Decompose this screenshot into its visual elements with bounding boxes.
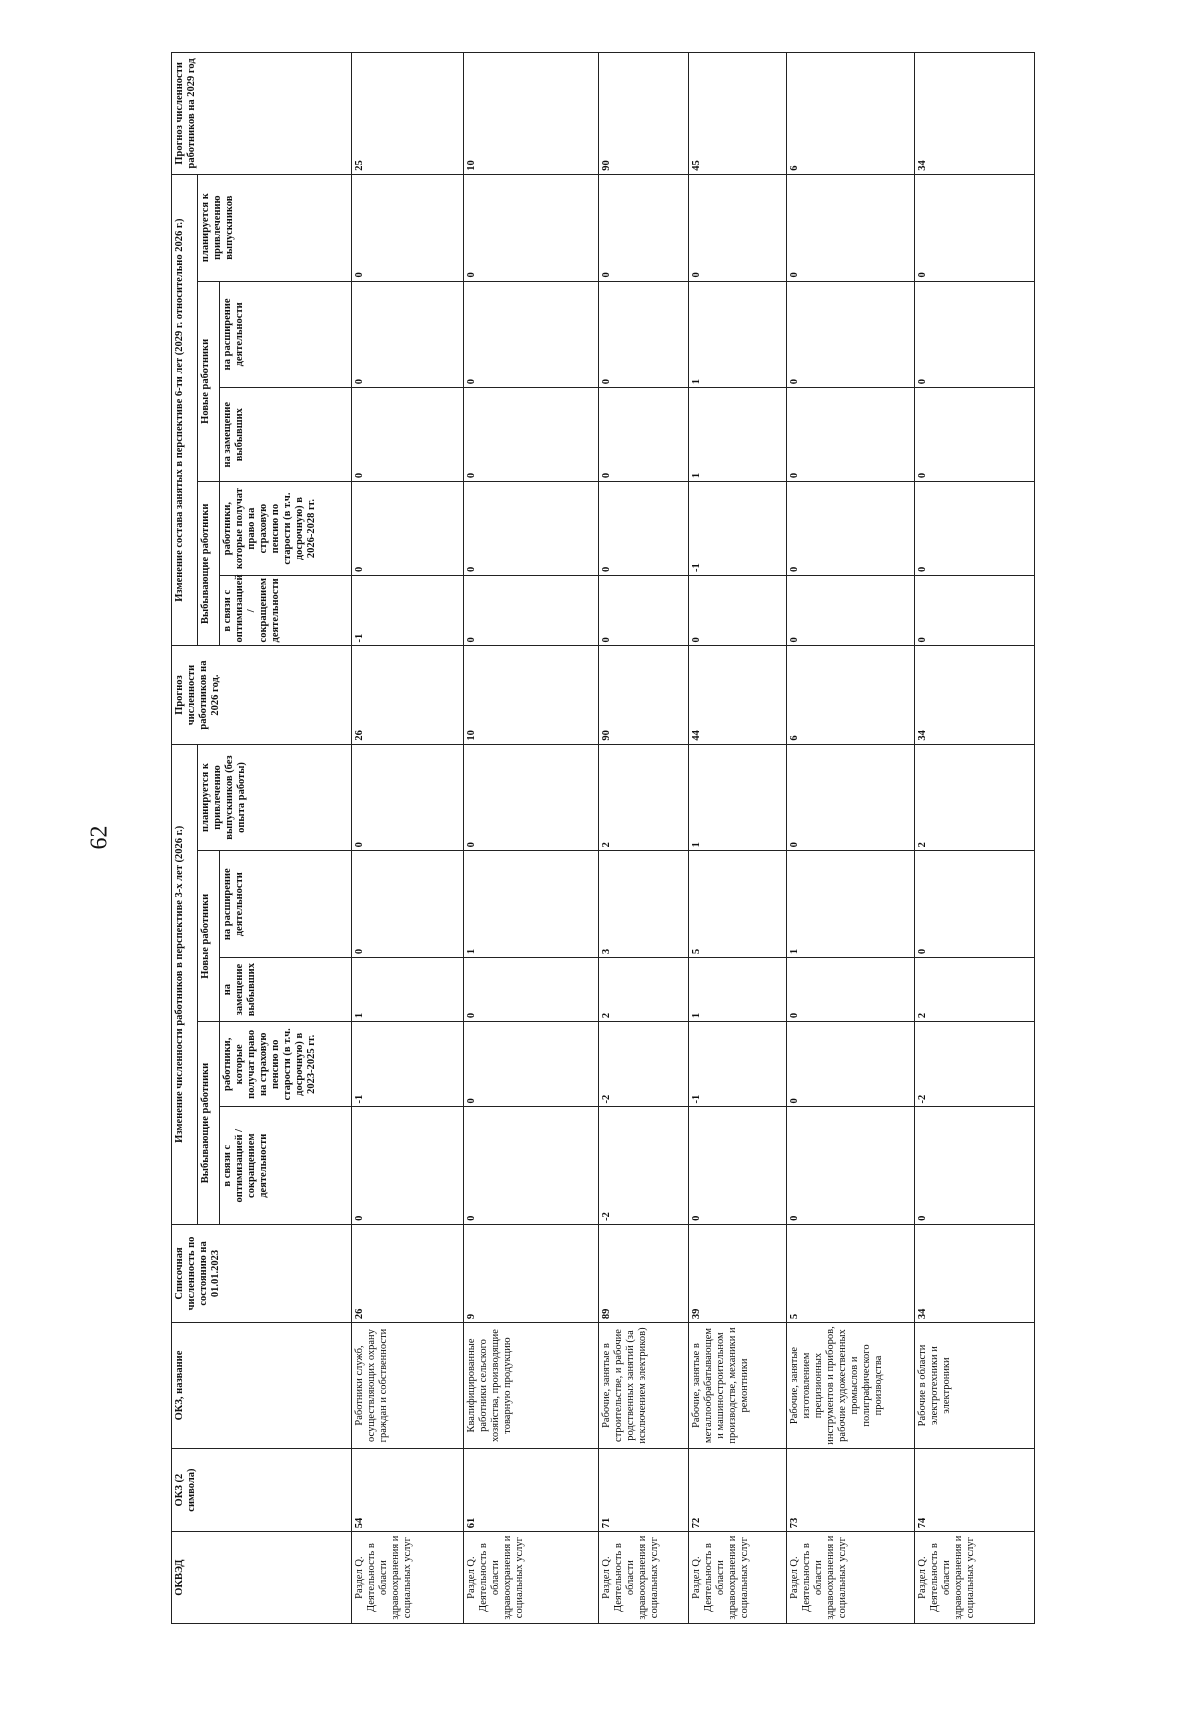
cell-okz-code: 73 — [787, 1448, 915, 1531]
cell-forecast-2029: 25 — [352, 53, 464, 175]
cell-retiring-3-pension: -1 — [352, 1022, 464, 1107]
cell-graduates-3: 0 — [464, 744, 599, 851]
cell-graduates-3: 0 — [352, 744, 464, 851]
cell-new-6-expand: 0 — [352, 281, 464, 388]
table-row — [787, 53, 915, 1624]
cell-retiring-3-optimization: -2 — [599, 1107, 689, 1224]
table-row — [352, 53, 464, 1624]
cell-headcount: 39 — [689, 1224, 787, 1322]
cell-retiring-3-pension: 0 — [787, 1022, 915, 1107]
cell-okved: Раздел Q. Деятельность в области здравоохранения и социальных услуг — [787, 1532, 915, 1624]
header-change-3-years: Изменение численности работников в перспективе 3-х лет (2026 г.) — [172, 744, 198, 1224]
cell-new-3-replace: 0 — [787, 958, 915, 1022]
cell-retiring-6-pension: 0 — [352, 482, 464, 576]
cell-headcount: 26 — [352, 1224, 464, 1322]
cell-forecast-2026: 10 — [464, 646, 599, 744]
header-forecast-2029: Прогноз численности работников на 2029 год — [172, 53, 352, 175]
cell-retiring-3-pension: 0 — [464, 1022, 599, 1107]
cell-okz-code: 54 — [352, 1448, 464, 1531]
header-okz-name: ОКЗ, название — [172, 1323, 352, 1449]
cell-new-6-expand: 1 — [689, 281, 787, 388]
cell-new-6-replace: 0 — [352, 388, 464, 482]
cell-graduates-6: 0 — [689, 174, 787, 281]
cell-okved: Раздел Q. Деятельность в области здравоохранения и социальных услуг — [689, 1532, 787, 1624]
cell-retiring-6-pension: 0 — [915, 482, 1035, 576]
cell-forecast-2026: 90 — [599, 646, 689, 744]
cell-new-3-expand: 1 — [464, 851, 599, 958]
cell-graduates-3: 2 — [915, 744, 1035, 851]
table-row — [599, 53, 689, 1624]
cell-forecast-2029: 10 — [464, 53, 599, 175]
cell-retiring-6-optimization: 0 — [599, 576, 689, 646]
cell-okz-name: Рабочие, занятые изготовлением прецизионных инструментов и приборов, рабочие художественных промыслов и полиграфического производства — [787, 1323, 915, 1449]
table-row — [915, 53, 1035, 1624]
cell-okved: Раздел Q. Деятельность в области здравоохранения и социальных услуг — [464, 1532, 599, 1624]
cell-new-3-expand: 3 — [599, 851, 689, 958]
header-retiring-3: Выбывающие работники — [198, 1022, 220, 1225]
cell-graduates-3: 1 — [689, 744, 787, 851]
cell-new-6-expand: 0 — [464, 281, 599, 388]
cell-new-3-expand: 5 — [689, 851, 787, 958]
cell-new-6-replace: 0 — [464, 388, 599, 482]
cell-headcount: 34 — [915, 1224, 1035, 1322]
cell-retiring-6-pension: 0 — [787, 482, 915, 576]
cell-retiring-6-optimization: -1 — [352, 576, 464, 646]
cell-forecast-2029: 34 — [915, 53, 1035, 175]
cell-new-3-expand: 0 — [915, 851, 1035, 958]
cell-forecast-2026: 26 — [352, 646, 464, 744]
cell-graduates-6: 0 — [915, 174, 1035, 281]
cell-retiring-3-optimization: 0 — [464, 1107, 599, 1224]
cell-new-3-replace: 2 — [915, 958, 1035, 1022]
cell-new-6-replace: 1 — [689, 388, 787, 482]
header-retiring-6-pension: работники, которые получат право на страховую пенсию по старости (в т.ч. досрочную) в 2026-2028 гг. — [220, 482, 352, 576]
cell-okved: Раздел Q. Деятельность в области здравоохранения и социальных услуг — [352, 1532, 464, 1624]
cell-forecast-2029: 6 — [787, 53, 915, 175]
cell-okz-code: 74 — [915, 1448, 1035, 1531]
cell-new-3-replace: 0 — [464, 958, 599, 1022]
cell-okz-name: Работники служб, осуществляющих охрану граждан и собственности — [352, 1323, 464, 1449]
cell-headcount: 9 — [464, 1224, 599, 1322]
header-new-3: Новые работники — [198, 851, 220, 1022]
cell-forecast-2026: 34 — [915, 646, 1035, 744]
cell-forecast-2029: 90 — [599, 53, 689, 175]
header-retiring-3-pension: работники, которые получат право на страховую пенсию по старости (в т.ч. досрочную) в 2023-2025 гг. — [220, 1022, 352, 1107]
cell-retiring-3-optimization: 0 — [787, 1107, 915, 1224]
cell-retiring-3-pension: -1 — [689, 1022, 787, 1107]
cell-okz-name: Рабочие в области электротехники и электроники — [915, 1323, 1035, 1449]
cell-retiring-6-pension: -1 — [689, 482, 787, 576]
cell-graduates-3: 0 — [787, 744, 915, 851]
table-row — [464, 53, 599, 1624]
cell-okz-code: 61 — [464, 1448, 599, 1531]
header-okz-code: ОКЗ (2 символа) — [172, 1448, 352, 1531]
cell-retiring-3-optimization: 0 — [915, 1107, 1035, 1224]
cell-retiring-3-pension: -2 — [915, 1022, 1035, 1107]
header-graduates-3: планируется к привлечению выпускников (без опыта работы) — [198, 744, 352, 851]
cell-okz-name: Рабочие, занятые в строительстве, и рабочие родственных занятий (за исключением электриков) — [599, 1323, 689, 1449]
header-retiring-6: Выбывающие работники — [198, 482, 220, 646]
cell-retiring-6-optimization: 0 — [915, 576, 1035, 646]
cell-graduates-3: 2 — [599, 744, 689, 851]
cell-okz-code: 72 — [689, 1448, 787, 1531]
cell-retiring-6-pension: 0 — [599, 482, 689, 576]
cell-retiring-3-pension: -2 — [599, 1022, 689, 1107]
header-headcount-2023: Списочная численность по состоянию на 01.01.2023 — [172, 1224, 352, 1322]
header-retiring-6-optimization: в связи с оптимизацией / сокращением деятельности — [220, 576, 352, 646]
header-new-3-expand: на расширение деятельности — [220, 851, 352, 958]
page-number: 62 — [86, 825, 113, 850]
cell-okz-name: Рабочие, занятые в металлообрабатывающем и машиностроительном производстве, механики и ремонтники — [689, 1323, 787, 1449]
cell-new-3-expand: 0 — [352, 851, 464, 958]
cell-okved: Раздел Q. Деятельность в области здравоохранения и социальных услуг — [599, 1532, 689, 1624]
header-graduates-6: планируется к привлечению выпускников — [198, 174, 352, 281]
header-new-6-expand: на расширение деятельности — [220, 281, 352, 388]
cell-forecast-2026: 44 — [689, 646, 787, 744]
cell-okved: Раздел Q. Деятельность в области здравоохранения и социальных услуг — [915, 1532, 1035, 1624]
cell-new-6-expand: 0 — [787, 281, 915, 388]
cell-graduates-6: 0 — [787, 174, 915, 281]
cell-retiring-6-optimization: 0 — [787, 576, 915, 646]
cell-new-3-replace: 1 — [689, 958, 787, 1022]
cell-headcount: 89 — [599, 1224, 689, 1322]
rotated-table-container — [171, 52, 1034, 1624]
cell-headcount: 5 — [787, 1224, 915, 1322]
cell-new-6-replace: 0 — [787, 388, 915, 482]
cell-retiring-6-optimization: 0 — [689, 576, 787, 646]
workforce-table — [171, 52, 1035, 1624]
cell-okz-name: Квалифицированные работники сельского хозяйства, производящие товарную продукцию — [464, 1323, 599, 1449]
cell-retiring-3-optimization: 0 — [352, 1107, 464, 1224]
cell-forecast-2029: 45 — [689, 53, 787, 175]
header-okved: ОКВЭД — [172, 1532, 352, 1624]
cell-new-6-expand: 0 — [915, 281, 1035, 388]
cell-new-6-replace: 0 — [915, 388, 1035, 482]
table-row — [689, 53, 787, 1624]
header-forecast-2026: Прогноз численности работников на 2026 год. — [172, 646, 352, 744]
header-new-6: Новые работники — [198, 281, 220, 482]
cell-retiring-3-optimization: 0 — [689, 1107, 787, 1224]
cell-new-3-replace: 2 — [599, 958, 689, 1022]
cell-retiring-6-optimization: 0 — [464, 576, 599, 646]
cell-graduates-6: 0 — [599, 174, 689, 281]
header-new-3-replace: на замещение выбывших — [220, 958, 352, 1022]
cell-graduates-6: 0 — [352, 174, 464, 281]
cell-new-6-replace: 0 — [599, 388, 689, 482]
header-retiring-3-optimization: в связи с оптимизацией / сокращением деятельности — [220, 1107, 352, 1224]
cell-new-6-expand: 0 — [599, 281, 689, 388]
cell-forecast-2026: 6 — [787, 646, 915, 744]
cell-okz-code: 71 — [599, 1448, 689, 1531]
cell-retiring-6-pension: 0 — [464, 482, 599, 576]
cell-graduates-6: 0 — [464, 174, 599, 281]
cell-new-3-expand: 1 — [787, 851, 915, 958]
header-change-6-years: Изменение состава занятых в перспективе 6-ти лет (2029 г. относительно 2026 г.) — [172, 174, 198, 646]
header-new-6-replace: на замещение выбывших — [220, 388, 352, 482]
cell-new-3-replace: 1 — [352, 958, 464, 1022]
